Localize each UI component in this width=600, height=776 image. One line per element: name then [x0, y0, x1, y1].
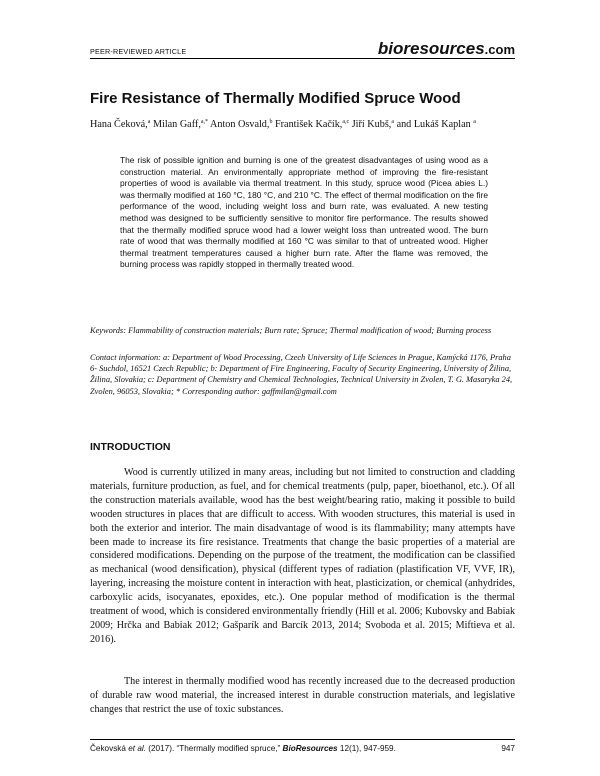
journal-logo-domain: .com	[484, 42, 515, 57]
article-type-label: PEER-REVIEWED ARTICLE	[90, 47, 187, 56]
author-affiliation-mark: a,c	[342, 119, 350, 125]
footer-etal: et al.	[128, 744, 146, 753]
footer-year: (2017).	[148, 744, 175, 753]
keywords: Keywords: Flammability of construction materials; Burn rate; Spruce; Thermal modification of wood; Burning process	[90, 326, 492, 335]
author-name: Jiří Kubš	[351, 119, 389, 130]
body-paragraph: The interest in thermally modified wood has recently increased due to the decreased production of durable raw wood material, the increased interest in durable construction materials, and legislative changes that restrict the use of toxic substances.	[90, 676, 515, 715]
author-name: Anton Osvald	[210, 119, 267, 130]
author-list: Hana Čeková,$^a$ Milan Gaff,$^{a,*}$ Anton Osvald,$^b$ František Kačík,$^{a,c}$ Jiří Kubš,$^a$ and Lukáš Kaplan $^a$	[90, 119, 476, 130]
footer-volume: 12(1), 947-959.	[339, 744, 396, 753]
author-affiliation-mark: a,*	[200, 119, 209, 125]
author-name: Hana Čeková	[90, 119, 146, 130]
body-paragraph: Wood is currently utilized in many areas, including but not limited to construction and cladding materials, furniture production, as fuel, and for chemical treatments (pulp, paper, bioethanol, etc.). Of all the construction materials available, wood has the best weight/bearing ratio, making it possible to build wooden structures in places that are difficult to access. With wooden structures, this material is used in both the exterior and interior. The main disadvantage of wood is its flammability; many attempts have been made to increase its fire resistance. Treatments that change the basic properties of a material are considered modifications. Depending on the purpose of the treatment, the modification can be classified as mechanical (wood densification), physical (different types of radiation (plastification VF, VVF, IR), layering, increasing the moisture content in interaction with heat, plasticization, or chemical (anhydrides, carboxylic acids, isocyanates, epoxides, etc.). One popular method of modification is the thermal treatment of wood, which is considered environmentally friendly (Hill et al. 2006; Kubovsky and Babiak 2009; Hrčka and Babiak 2012; Gašparík and Barcík 2013, 2014; Svoboda et al. 2015; Miftieva et al. 2016).	[90, 467, 515, 645]
section-heading: INTRODUCTION	[90, 441, 171, 453]
page-number: 947	[501, 744, 515, 753]
footer-citation	[90, 744, 396, 753]
author-affiliation-mark: a	[473, 119, 476, 125]
footer-author: Čekovská	[90, 744, 126, 753]
footer-journal: BioResources	[282, 744, 338, 753]
author-name: František Kačík	[275, 119, 340, 130]
journal-logo-name: bioresources	[377, 39, 485, 58]
footer-short-title: “Thermally modified spruce,”	[176, 744, 281, 753]
journal-logo	[378, 39, 515, 59]
author-name: Milan Gaff	[152, 119, 199, 130]
article-title: Fire Resistance of Thermally Modified Spruce Wood	[90, 90, 461, 107]
author-name: Lukáš Kaplan	[413, 119, 471, 130]
abstract: The risk of possible ignition and burning is one of the greatest disadvantages of using wood as a construction material. An environmentally appropriate method of improving the fire-resistant properties of wood is available via thermal treatment. In this study, spruce wood (Picea abies L.) was thermally modified at 160 °C, 180 °C, and 210 °C. The effect of thermal modification on the fire performance of the wood, including weight loss and burn rate, was evaluated. A new testing method was designed to be sufficiently sensitive to monitor fire performance. The results showed that the thermally modified spruce wood had a lower weight loss than untreated wood. The burn rate of wood that was thermally modified at 160 °C was similar to that of untreated wood. Higher thermal treatment temperatures caused a higher burn rate. After the flame was removed, the burning process was rapidly stopped in thermally treated wood.	[120, 155, 488, 270]
contact-information: Contact information: a: Department of Wood Processing, Czech University of Life Sciences in Prague, Kamýcká 1176, Praha 6- Suchdol, 16521 Czech Republic; b: Department of Fire Engineering, Faculty of Security Engineering, University of Žilina, Žilina, Slovakia; c: Department of Chemistry and Chemical Technologies, Technical University in Zvolen, T. G. Masaryka 24, Zvolen, 96053, Slovakia; * Corresponding author: gaffmilan@gmail.com	[90, 353, 513, 396]
author-affiliation-mark: a	[391, 119, 395, 125]
author-affiliation-mark: a	[147, 119, 151, 125]
page-footer	[90, 739, 515, 760]
author-affiliation-mark: b	[269, 119, 273, 125]
page-header	[90, 34, 515, 59]
